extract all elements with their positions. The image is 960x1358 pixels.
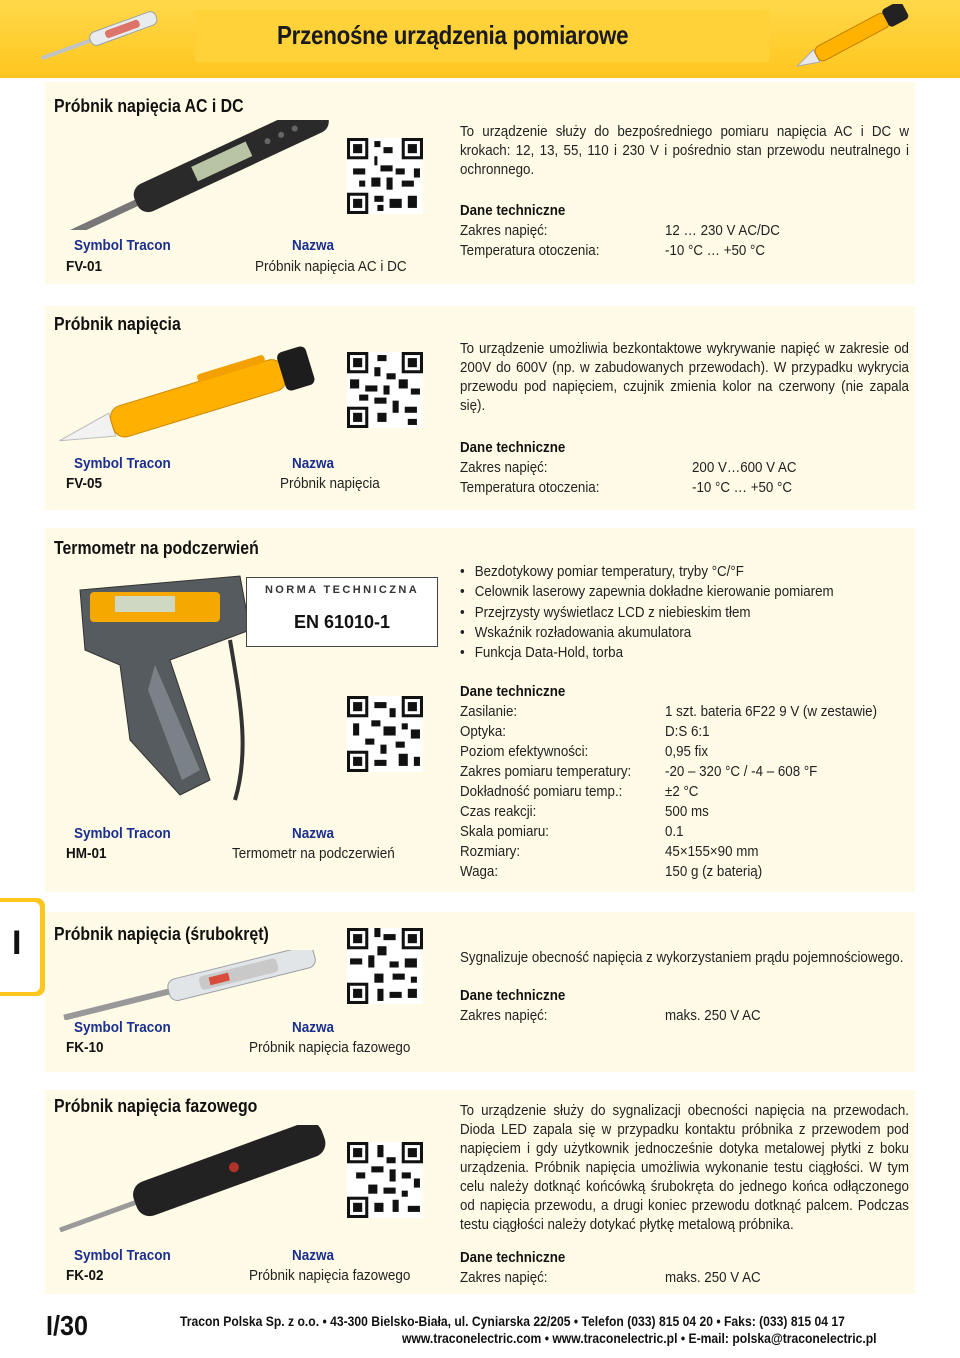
symbol-header: Symbol Tracon	[74, 1019, 171, 1036]
spec-value: -20 – 320 °C / -4 – 608 °F	[665, 764, 818, 780]
tech-data-heading: Dane techniczne	[460, 440, 566, 456]
norm-value: EN 61010-1	[293, 612, 391, 632]
chapter-tab	[0, 898, 45, 996]
symbol-header: Symbol Tracon	[74, 825, 171, 842]
product-name: Próbnik napięcia AC i DC	[255, 258, 407, 275]
spec-value: -10 °C … +50 °C	[665, 243, 766, 259]
spec-value: 0,95 fix	[665, 744, 709, 760]
section-title: Próbnik napięcia	[54, 314, 181, 334]
qr-code-icon	[347, 352, 423, 428]
spec-value: ±2 °C	[665, 784, 699, 800]
product-name: Próbnik napięcia fazowego	[249, 1039, 411, 1056]
feature-item: • Przejrzysty wyświetlacz LCD z niebieskim tłem	[460, 603, 834, 623]
spec-label: Zakres napięć:	[460, 460, 548, 476]
spec-label: Skala pomiaru:	[460, 824, 549, 840]
name-header: Nazwa	[292, 455, 335, 472]
spec-value: 500 ms	[665, 804, 709, 820]
spec-value: maks. 250 V AC	[665, 1270, 761, 1286]
screwdriver-tester-image	[60, 950, 330, 1020]
product-name: Próbnik napięcia fazowego	[249, 1267, 411, 1284]
norm-box	[246, 577, 438, 647]
tech-data-heading: Dane techniczne	[460, 203, 566, 219]
product-name: Próbnik napięcia	[280, 475, 380, 492]
section-title: Termometr na podczerwień	[54, 538, 259, 558]
tech-data-heading: Dane techniczne	[460, 684, 566, 700]
screwdriver-tester-icon	[28, 6, 178, 68]
spec-label: Temperatura otoczenia:	[460, 243, 600, 259]
qr-code-icon	[347, 1142, 423, 1218]
spec-label: Optyka:	[460, 724, 506, 740]
name-header: Nazwa	[292, 237, 335, 254]
tech-data-heading: Dane techniczne	[460, 1250, 566, 1266]
spec-label: Zakres napięć:	[460, 1008, 548, 1024]
section-description: To urządzenie służy do bezpośredniego pomiaru napięcia AC i DC w krokach: 12, 13, 55, 110 i 230 V i pośrednio stan przewodu neutralnego i ochronnego.	[460, 124, 909, 178]
spec-value: 150 g (z baterią)	[665, 864, 763, 880]
chapter-tab-inner	[0, 902, 40, 992]
qr-code-icon	[347, 928, 423, 1004]
section-description: To urządzenie umożliwia bezkontaktowe wykrywanie napięć w zakresie od 200V do 600V (np. w zabudowanych przewodach). W przypadku wykrycia przewodu pod napięciem, czujnik zmienia kolor na czerwony (nie zapala się).	[460, 341, 909, 414]
spec-value: 0.1	[665, 824, 684, 840]
product-symbol: FV-05	[66, 475, 103, 492]
product-symbol: HM-01	[66, 845, 107, 862]
spec-label: Temperatura otoczenia:	[460, 480, 600, 496]
product-name: Termometr na podczerwień	[232, 845, 395, 862]
product-symbol: FK-02	[66, 1267, 104, 1284]
spec-label: Zasilanie:	[460, 704, 518, 720]
ac-dc-tester-image	[60, 120, 330, 230]
section-title: Próbnik napięcia fazowego	[54, 1096, 258, 1116]
spec-label: Czas reakcji:	[460, 804, 537, 820]
header-bar	[0, 0, 960, 78]
spec-label: Zakres napięć:	[460, 1270, 548, 1286]
section-description: Sygnalizuje obecność napięcia z wykorzystaniem prądu pojemnościowego.	[460, 950, 904, 966]
section-title: Próbnik napięcia AC i DC	[54, 96, 244, 116]
name-header: Nazwa	[292, 1247, 335, 1264]
pen-voltage-tester-image	[52, 340, 332, 450]
feature-list	[460, 562, 866, 663]
name-header: Nazwa	[292, 825, 335, 842]
infrared-thermometer-image	[60, 570, 270, 820]
tech-data-heading: Dane techniczne	[460, 988, 566, 1004]
norm-label: NORMA TECHNICZNA	[264, 584, 420, 596]
feature-item: • Bezdotykowy pomiar temperatury, tryby °C/°F	[460, 562, 834, 582]
product-symbol: FK-10	[66, 1039, 104, 1056]
phase-tester-image	[56, 1125, 336, 1235]
section-title: Próbnik napięcia (śrubokręt)	[54, 924, 269, 944]
product-symbol: FV-01	[66, 258, 103, 275]
qr-code-icon	[347, 696, 423, 772]
qr-code-icon	[347, 138, 423, 214]
spec-value: 12 … 230 V AC/DC	[665, 223, 780, 239]
chapter-letter: I	[12, 924, 22, 962]
name-header: Nazwa	[292, 1019, 335, 1036]
spec-label: Rozmiary:	[460, 844, 521, 860]
spec-value: 45×155×90 mm	[665, 844, 759, 860]
footer-contact: www.traconelectric.com • www.traconelectric.pl • E-mail: polska@traconelectric.pl	[402, 1331, 877, 1346]
symbol-header: Symbol Tracon	[74, 455, 171, 472]
symbol-header: Symbol Tracon	[74, 237, 171, 254]
spec-label: Waga:	[460, 864, 499, 880]
feature-item: • Funkcja Data-Hold, torba	[460, 643, 834, 663]
footer-address: Tracon Polska Sp. z o.o. • 43-300 Bielsko-Biała, ul. Cyniarska 22/205 • Telefon (033) 815 04 20 • Faks: (033) 815 04 17	[180, 1314, 845, 1329]
page-number: I/30	[46, 1310, 89, 1341]
spec-value: maks. 250 V AC	[665, 1008, 761, 1024]
page-title: Przenośne urządzenia pomiarowe	[277, 20, 629, 50]
feature-item: • Wskaźnik rozładowania akumulatora	[460, 623, 834, 643]
spec-value: -10 °C … +50 °C	[692, 480, 793, 496]
spec-value: 1 szt. bateria 6F22 9 V (w zestawie)	[665, 704, 878, 720]
spec-label: Poziom efektywności:	[460, 744, 589, 760]
section-description: To urządzenie służy do sygnalizacji obecności napięcia na przewodach. Dioda LED zapala się w przypadku kontaktu próbnika z przewodem pod napięciem i gdy użytkownik jednocześnie dotyka metalowej płytki z boku urządzenia. Próbnik napięcia umożliwia wykonanie testu ciągłości. W tym celu należy dotknąć końcówką śrubokręta do jednego końca odłączonego od napięcia przewodu, a drugi koniec przewodu dotknąć palcem. Podczas testu ciągłości należy dotykać płytkę metalową próbnika.	[460, 1103, 909, 1233]
spec-label: Zakres pomiaru temperatury:	[460, 764, 632, 780]
spec-value: D:S 6:1	[665, 724, 710, 740]
spec-label: Dokładność pomiaru temp.:	[460, 784, 623, 800]
spec-label: Zakres napięć:	[460, 223, 548, 239]
spec-value: 200 V…600 V AC	[692, 460, 797, 476]
feature-item: • Celownik laserowy zapewnia dokładne kierowanie pomiarem	[460, 582, 834, 602]
pen-tester-icon	[782, 4, 922, 70]
symbol-header: Symbol Tracon	[74, 1247, 171, 1264]
